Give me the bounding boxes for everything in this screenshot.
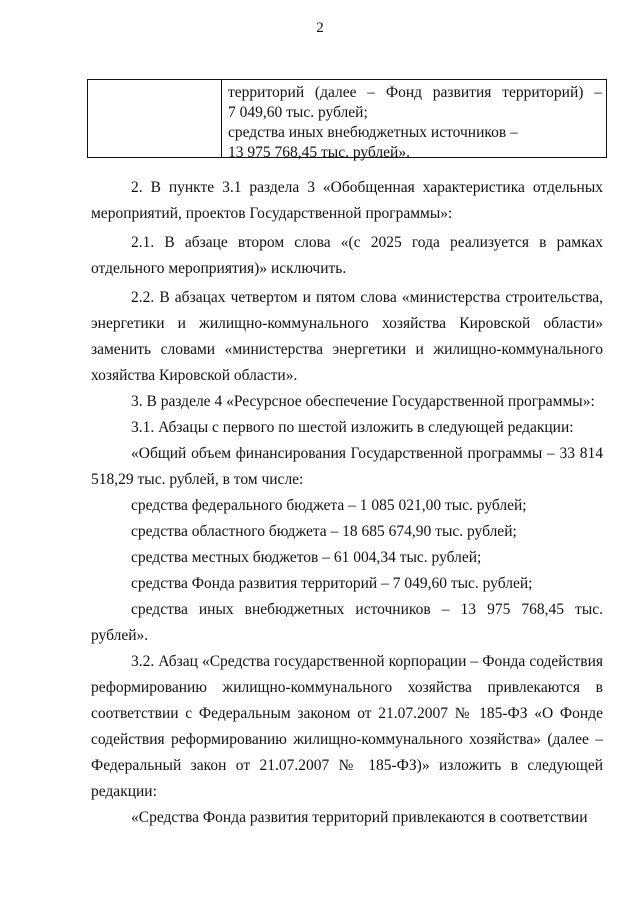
table-line: территорий (далее – Фонд развития территорий) – <box>228 84 602 101</box>
paragraph-local-budgets: средства местных бюджетов – 61 004,34 тыс. рублей; <box>131 549 482 566</box>
paragraph-extrabudgetary: средства иных внебюджетных источников – 13 975 768,45 тыс. рублей». <box>91 601 603 644</box>
paragraph-territory-fund-quote: «Средства Фонда развития территорий привлекаются в соответствии <box>131 809 588 826</box>
paragraph-territory-fund: средства Фонда развития территорий – 7 049,60 тыс. рублей; <box>131 575 533 592</box>
paragraph-total-funding: «Общий объем финансирования Государственной программы – 33 814 518,29 тыс. рублей, в том числе: <box>91 445 603 488</box>
paragraph-3-1: 3.1. Абзацы с первого по шестой изложить в следующей редакции: <box>131 419 574 436</box>
table-line: средства иных внебюджетных источников – <box>228 124 518 141</box>
paragraph-regional-budget: средства областного бюджета – 18 685 674,90 тыс. рублей; <box>131 523 517 540</box>
paragraph-2-1: 2.1. В абзаце втором слова «(с 2025 года реализуется в рамках отдельного мероприятия)» исключить. <box>91 234 603 277</box>
table-cell-text <box>228 83 602 163</box>
paragraph-federal-budget: средства федерального бюджета – 1 085 021,00 тыс. рублей; <box>131 497 527 514</box>
continuation-table <box>87 79 607 161</box>
paragraph-3-2: 3.2. Абзац «Средства государственной корпорации – Фонда содействия реформированию жилищно-коммунального хозяйства привлекаются в соответствии с Федеральным законом от 21.07.2007 № 185-ФЗ «О Фонде содействия реформированию жилищно-коммунального хозяйства» (далее – Федеральный закон от 21.07.2007 № 185-ФЗ)» изложить в следующей редакции: <box>91 653 603 800</box>
table-column-divider <box>221 80 222 157</box>
paragraph-2: 2. В пункте 3.1 раздела 3 «Обобщенная характеристика отдельных мероприятий, проектов Государственной программы»: <box>91 179 603 222</box>
document-body <box>91 175 603 831</box>
paragraph-2-2: 2.2. В абзацах четвертом и пятом слова «министерства строительства, энергетики и жилищно-коммунального хозяйства Кировской области» заменить словами «министерства энергетики и жилищно-коммунального хозяйства Кировской области». <box>91 289 603 384</box>
table-line: 7 049,60 тыс. рублей; <box>228 104 368 121</box>
paragraph-3: 3. В разделе 4 «Ресурсное обеспечение Государственной программы»: <box>131 393 595 410</box>
page-number: 2 <box>316 20 324 36</box>
table-line: 13 975 768,45 тыс. рублей». <box>228 144 410 161</box>
